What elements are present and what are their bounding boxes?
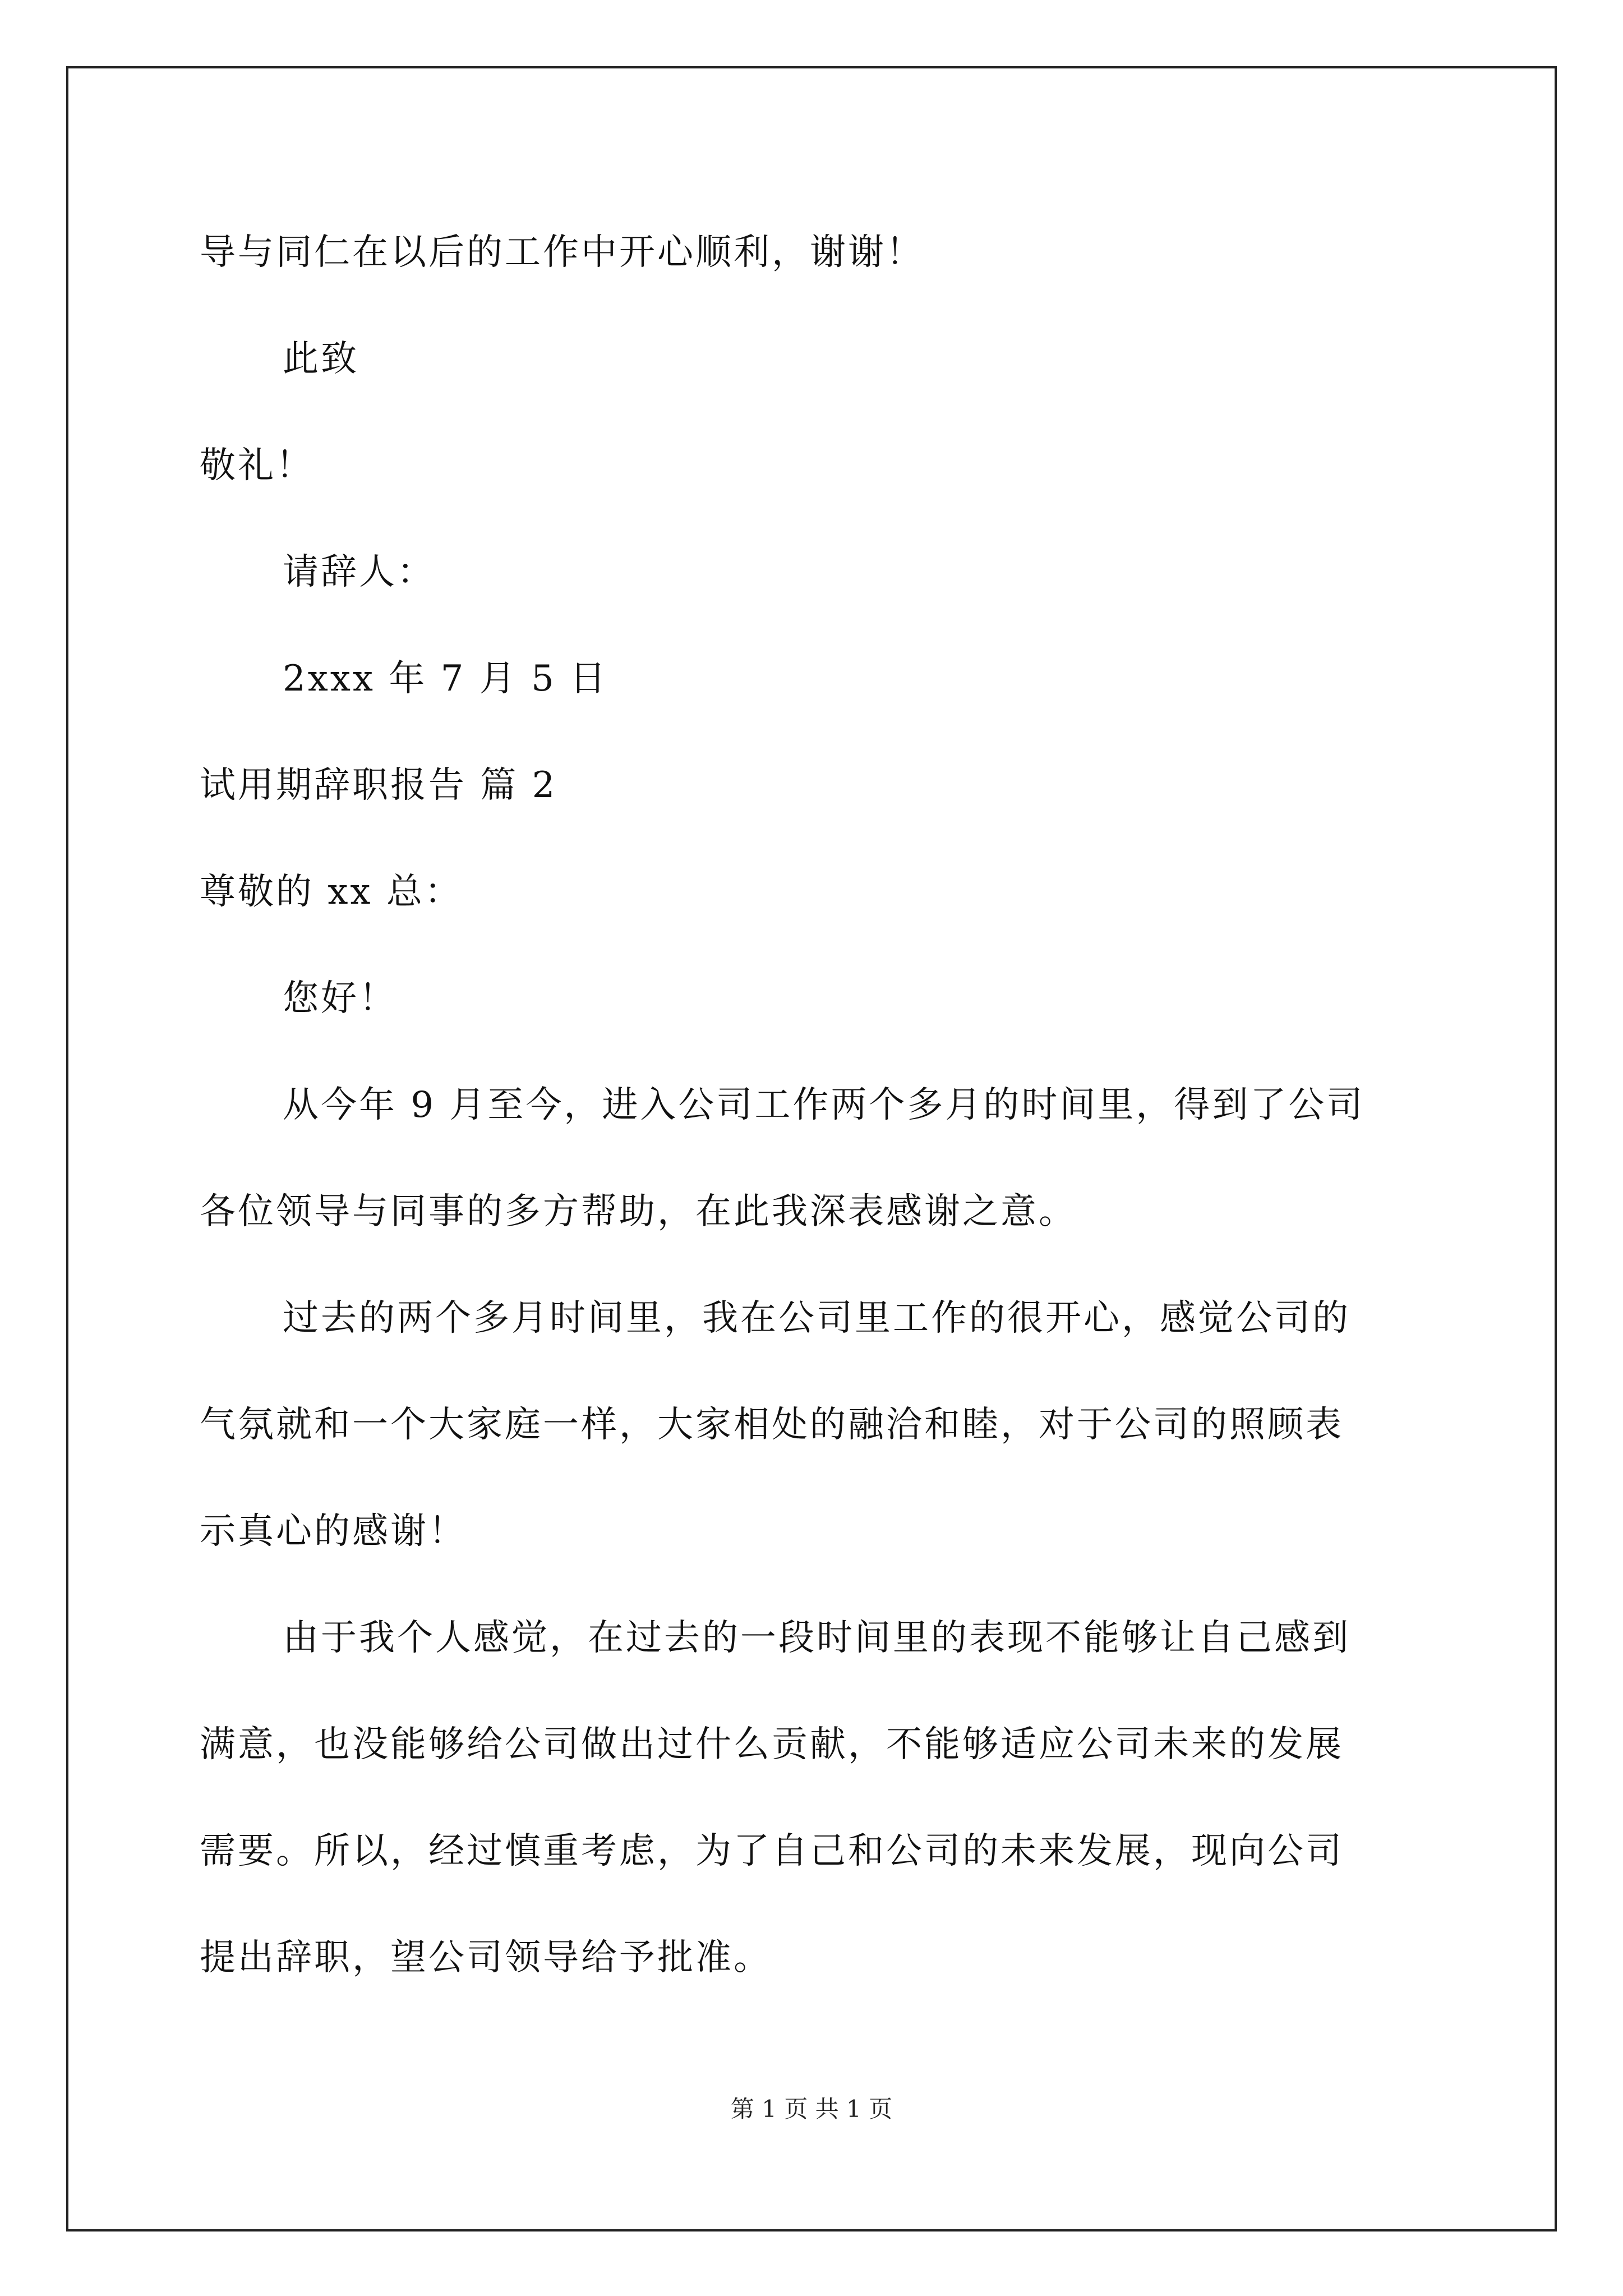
date-line: 2xxx 年 7 月 5 日 xyxy=(283,658,608,700)
recipient-line: 尊敬的 xx 总： xyxy=(200,871,463,913)
paragraph-line: 从今年 9 月至今，进入公司工作两个多月的时间里，得到了公司 xyxy=(283,1084,1365,1126)
paragraph-line: 各位领导与同事的多方帮助，在此我深表感谢之意。 xyxy=(200,1191,1077,1232)
salutation-line: 此致 xyxy=(283,338,359,380)
paragraph-line: 满意，也没能够给公司做出过什么贡献，不能够适应公司未来的发展 xyxy=(200,1724,1344,1765)
paragraph-line: 由于我个人感觉，在过去的一段时间里的表现不能够让自己感到 xyxy=(283,1617,1350,1659)
paragraph-line: 过去的两个多月时间里，我在公司里工作的很开心，感觉公司的 xyxy=(283,1297,1350,1339)
paragraph-line: 气氛就和一个大家庭一样，大家相处的融洽和睦，对于公司的照顾表 xyxy=(200,1404,1344,1446)
page-border xyxy=(66,66,1557,2231)
paragraph-line: 需要。所以，经过慎重考虑，为了自己和公司的未来发展，现向公司 xyxy=(200,1830,1344,1872)
paragraph-line: 示真心的感谢！ xyxy=(200,1511,467,1552)
paragraph-line: 导与同仁在以后的工作中开心顺利，谢谢！ xyxy=(200,232,924,273)
signer-label: 请辞人： xyxy=(283,551,435,593)
greeting-line: 您好！ xyxy=(283,978,397,1019)
closing-line: 敬礼！ xyxy=(200,445,314,486)
section-title: 试用期辞职报告 篇 2 xyxy=(200,765,557,806)
paragraph-line: 提出辞职，望公司领导给予批准。 xyxy=(200,1937,772,1978)
page-footer: 第 1 页 共 1 页 xyxy=(730,2095,893,2123)
